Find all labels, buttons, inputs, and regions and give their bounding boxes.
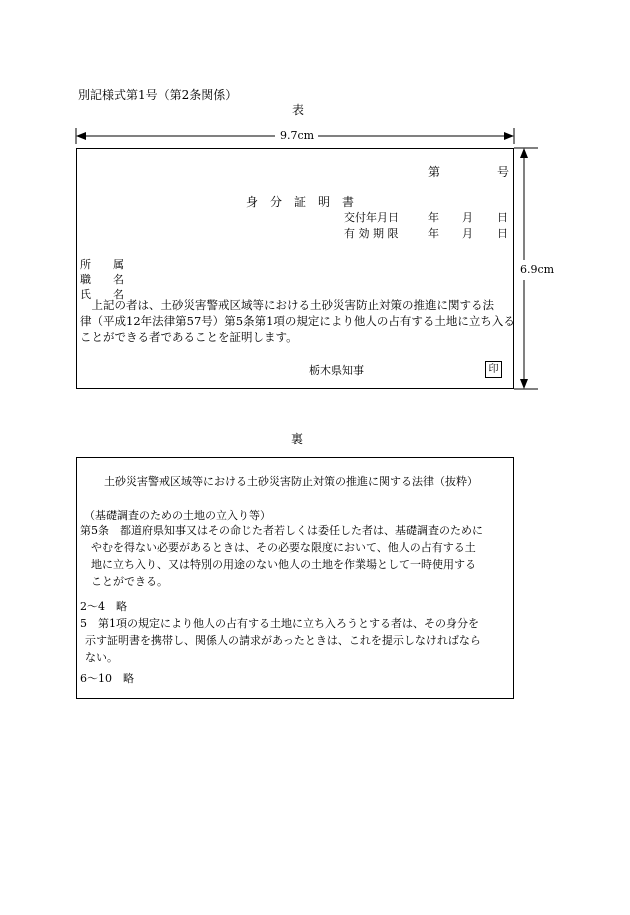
article-line: 第5条 都道府県知事又はその命じた者若しくは委任した者は、基礎調査のために bbox=[80, 524, 483, 537]
law-title: 土砂災害警戒区域等における土砂災害防止対策の推進に関する法律（抜粋） bbox=[104, 475, 478, 488]
item-5 bbox=[80, 615, 481, 666]
expiry-month: 月 bbox=[462, 227, 473, 240]
article-line: やむを得ない必要があるときは、その必要な限度において、他人の占有する土 bbox=[91, 541, 476, 554]
certification-statement bbox=[80, 297, 515, 345]
article-5 bbox=[80, 522, 483, 590]
issue-year: 年 bbox=[428, 211, 439, 224]
position-label: 職 名 bbox=[80, 273, 124, 286]
expiry-day: 日 bbox=[497, 227, 508, 240]
article-line: 地に立ち入り、又は特別の用途のない他人の土地を作業場として一時使用する bbox=[91, 558, 476, 571]
affiliation-label: 所 属 bbox=[80, 258, 124, 271]
statement-line: 律（平成12年法律第57号）第5条第1項の規定により他人の占有する土地に立ち入る bbox=[80, 314, 515, 328]
article-line: ことができる。 bbox=[91, 575, 168, 588]
width-arrow-left bbox=[76, 132, 86, 140]
width-dimension: 9.7cm bbox=[280, 129, 315, 142]
card-title: 身 分 証 明 書 bbox=[246, 195, 355, 209]
item5-line: 5 第1項の規定により他人の占有する土地に立ち入ろうとする者は、その身分を bbox=[80, 617, 479, 630]
issue-day: 日 bbox=[497, 211, 508, 224]
expiry-label: 有 効 期 限 bbox=[344, 227, 399, 240]
seal-mark: 印 bbox=[485, 361, 502, 378]
form-number: 別記様式第1号（第2条関係） bbox=[78, 88, 238, 102]
back-label: 裏 bbox=[291, 432, 304, 446]
front-card bbox=[76, 148, 514, 389]
statement-line: 上記の者は、土砂災害警戒区域等における土砂災害防止対策の推進に関する法 bbox=[80, 298, 494, 312]
name-label: 氏 名 bbox=[80, 288, 124, 301]
item5-line: 示す証明書を携帯し、関係人の請求があったときは、これを提示しなければなら bbox=[85, 634, 481, 647]
statement-line: ことができる者であることを証明します。 bbox=[80, 330, 298, 344]
item5-line: ない。 bbox=[85, 651, 118, 664]
width-arrow-right bbox=[504, 132, 514, 140]
height-arrow-top bbox=[520, 148, 528, 158]
issue-date-label: 交付年月日 bbox=[344, 211, 399, 224]
item-6-10: 6～10 略 bbox=[80, 672, 134, 685]
height-dimension: 6.9cm bbox=[520, 263, 555, 276]
item-2-4: 2～4 略 bbox=[80, 600, 127, 613]
issue-month: 月 bbox=[462, 211, 473, 224]
front-label: 表 bbox=[292, 103, 305, 117]
expiry-year: 年 bbox=[428, 227, 439, 240]
number-prefix: 第 bbox=[428, 165, 441, 179]
issuer: 栃木県知事 bbox=[309, 364, 364, 377]
number-suffix: 号 bbox=[497, 165, 510, 179]
section-heading: （基礎調査のための土地の立入り等） bbox=[84, 509, 271, 522]
height-arrow-bottom bbox=[520, 379, 528, 389]
